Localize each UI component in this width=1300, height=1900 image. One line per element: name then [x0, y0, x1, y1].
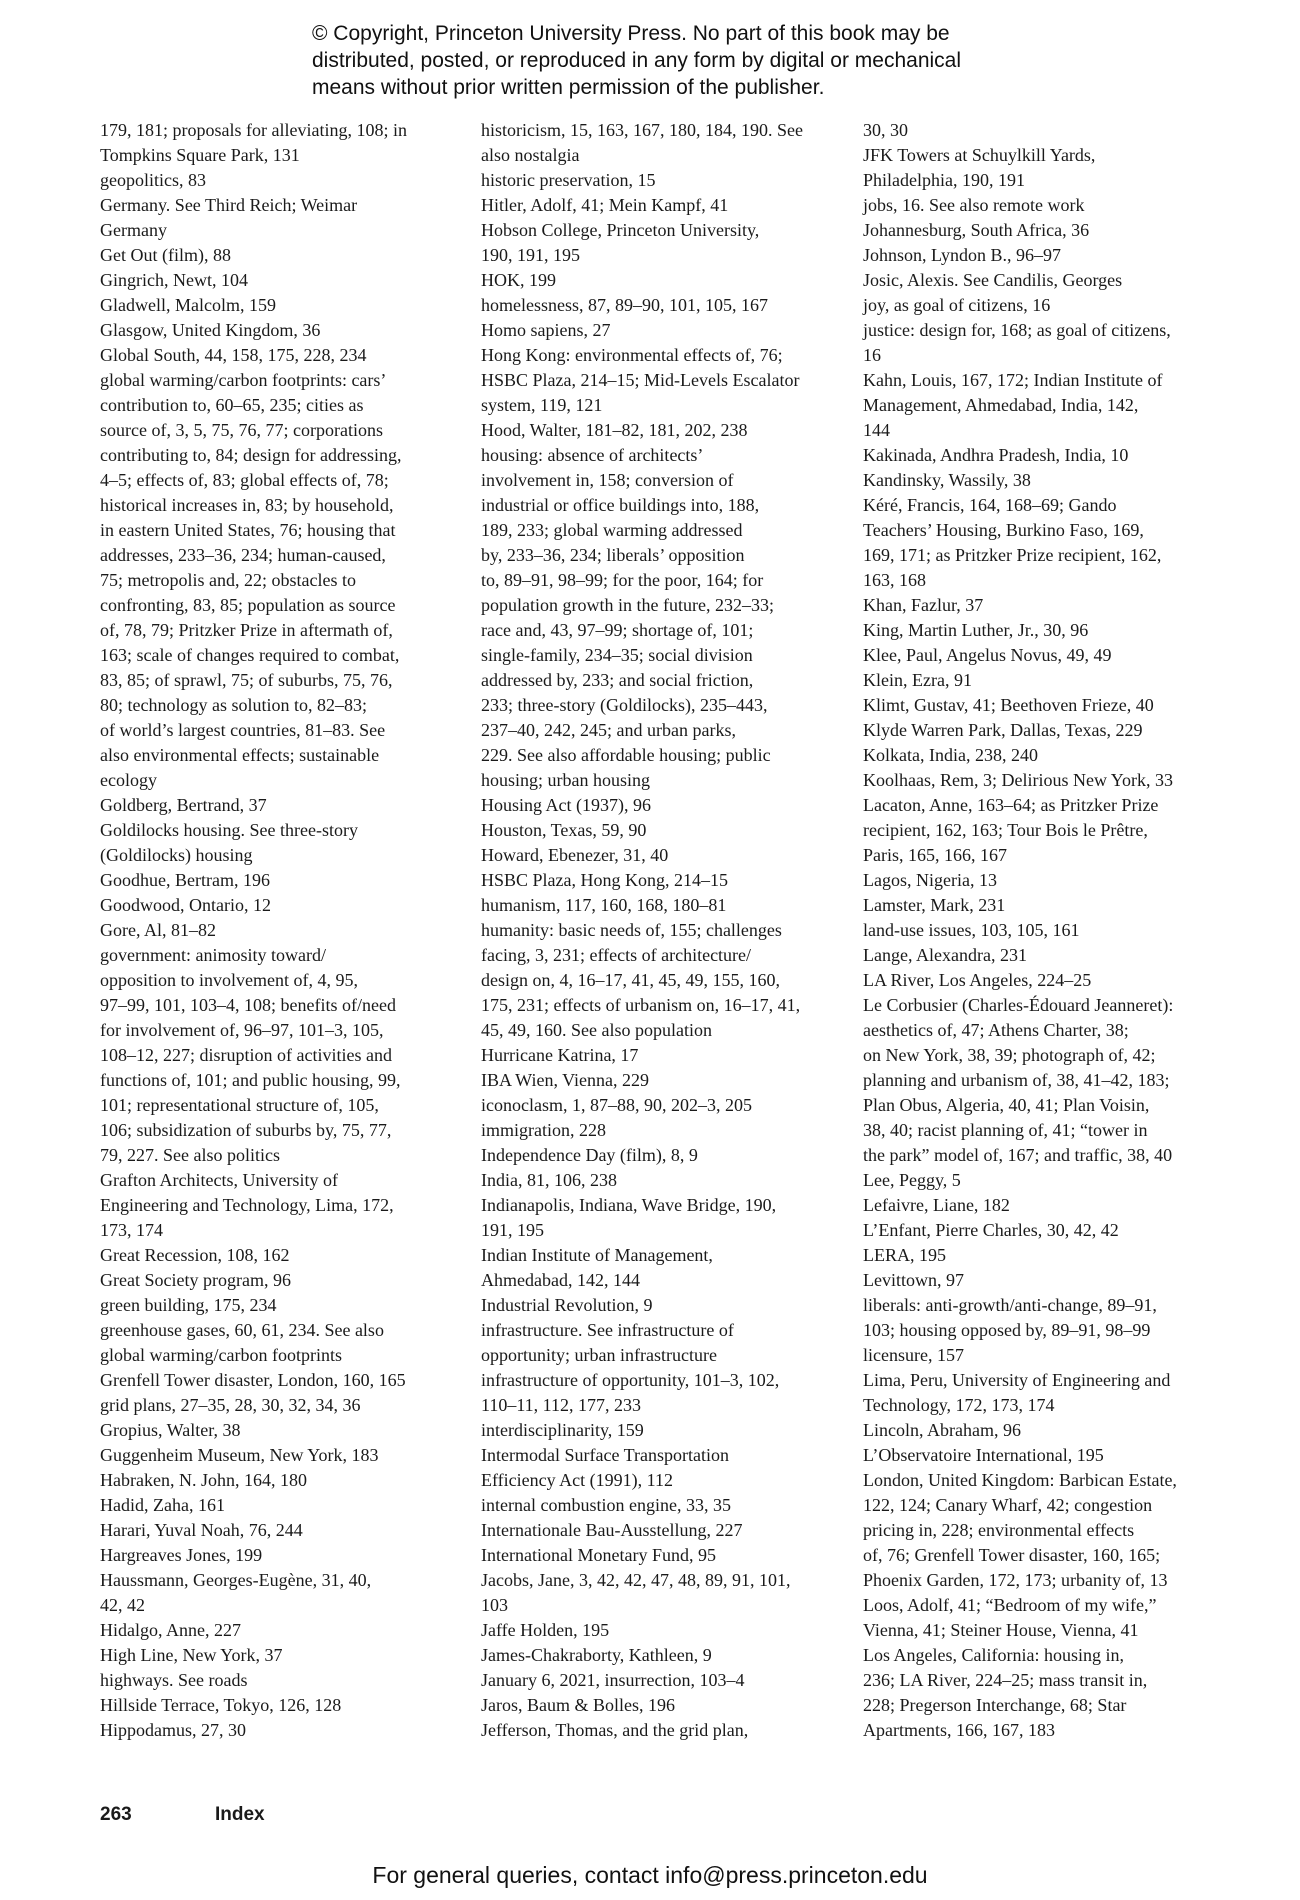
index-line: Hidalgo, Anne, 227 — [100, 1620, 241, 1640]
index-line: Glasgow, United Kingdom, 36 — [100, 320, 321, 340]
index-line: King, Martin Luther, Jr., 30, 96 — [863, 620, 1089, 640]
index-line: Johannesburg, South Africa, 36 — [863, 220, 1090, 240]
index-line: 190, 191, 195 — [481, 245, 580, 265]
index-line: grid plans, 27–35, 28, 30, 32, 34, 36 — [100, 1395, 361, 1415]
section-title: Index — [215, 1804, 265, 1825]
index-line: 106; subsidization of suburbs by, 75, 77, — [100, 1120, 392, 1140]
index-line: addressed by, 233; and social friction, — [481, 670, 754, 690]
index-line: land-use issues, 103, 105, 161 — [863, 920, 1080, 940]
index-line: Grenfell Tower disaster, London, 160, 165 — [100, 1370, 406, 1390]
index-line: also nostalgia — [481, 145, 580, 165]
index-line: Hobson College, Princeton University, — [481, 220, 760, 240]
index-line: Habraken, N. John, 164, 180 — [100, 1470, 307, 1490]
index-line: 4–5; effects of, 83; global effects of, 78; — [100, 470, 389, 490]
index-line: LA River, Los Angeles, 224–25 — [863, 970, 1092, 990]
copyright-line: means without prior written permission of the publisher. — [312, 76, 825, 99]
index-line: Engineering and Technology, Lima, 172, — [100, 1195, 394, 1215]
index-line: 103 — [481, 1595, 508, 1615]
index-line: Lagos, Nigeria, 13 — [863, 870, 997, 890]
index-line: Kéré, Francis, 164, 168–69; Gando — [863, 495, 1117, 515]
index-line: 163; scale of changes required to combat, — [100, 645, 400, 665]
index-line: 189, 233; global warming addressed — [481, 520, 743, 540]
index-line: historic preservation, 15 — [481, 170, 656, 190]
index-line: housing: absence of architects’ — [481, 445, 704, 465]
index-line: of world’s largest countries, 81–83. See — [100, 720, 386, 740]
index-line: Industrial Revolution, 9 — [481, 1295, 653, 1315]
index-line: licensure, 157 — [863, 1345, 964, 1365]
index-line: Lee, Peggy, 5 — [863, 1170, 961, 1190]
index-line: Loos, Adolf, 41; “Bedroom of my wife,” — [863, 1595, 1157, 1615]
index-line: HOK, 199 — [481, 270, 556, 290]
index-line: infrastructure of opportunity, 101–3, 102, — [481, 1370, 780, 1390]
index-line: on New York, 38, 39; photograph of, 42; — [863, 1045, 1156, 1065]
index-line: also environmental effects; sustainable — [100, 745, 380, 765]
index-line: facing, 3, 231; effects of architecture/ — [481, 945, 752, 965]
index-line: Efficiency Act (1991), 112 — [481, 1470, 673, 1490]
index-line: L’Observatoire International, 195 — [863, 1445, 1104, 1465]
index-column-2 — [481, 118, 851, 1743]
index-line: pricing in, 228; environmental effects — [863, 1520, 1135, 1540]
index-line: global warming/carbon footprints: cars’ — [100, 370, 387, 390]
index-line: Lange, Alexandra, 231 — [863, 945, 1027, 965]
index-line: Lefaivre, Liane, 182 — [863, 1195, 1010, 1215]
index-line: humanism, 117, 160, 168, 180–81 — [481, 895, 727, 915]
index-line: Intermodal Surface Transportation — [481, 1445, 729, 1465]
index-line: Kahn, Louis, 167, 172; Indian Institute of — [863, 370, 1163, 390]
index-line: Khan, Fazlur, 37 — [863, 595, 984, 615]
index-line: global warming/carbon footprints — [100, 1345, 342, 1365]
index-line: interdisciplinarity, 159 — [481, 1420, 644, 1440]
index-line: 110–11, 112, 177, 233 — [481, 1395, 641, 1415]
index-line: Germany — [100, 220, 167, 240]
index-line: Tompkins Square Park, 131 — [100, 145, 300, 165]
index-line: 103; housing opposed by, 89–91, 98–99 — [863, 1320, 1151, 1340]
index-line: Global South, 44, 158, 175, 228, 234 — [100, 345, 367, 365]
index-line: Great Society program, 96 — [100, 1270, 291, 1290]
index-line: Lima, Peru, University of Engineering and — [863, 1370, 1171, 1390]
contact-line: For general queries, contact info@press.princeton.edu — [372, 1862, 928, 1888]
index-line: 83, 85; of sprawl, 75; of suburbs, 75, 76, — [100, 670, 393, 690]
index-line: population growth in the future, 232–33; — [481, 595, 774, 615]
index-line: 38, 40; racist planning of, 41; “tower in — [863, 1120, 1148, 1140]
index-line: industrial or office buildings into, 188, — [481, 495, 760, 515]
index-line: green building, 175, 234 — [100, 1295, 277, 1315]
index-line: government: animosity toward/ — [100, 945, 326, 965]
index-line: Philadelphia, 190, 191 — [863, 170, 1025, 190]
index-line: 191, 195 — [481, 1220, 544, 1240]
index-line: 42, 42 — [100, 1595, 145, 1615]
index-line: IBA Wien, Vienna, 229 — [481, 1070, 650, 1090]
index-line: (Goldilocks) housing — [100, 845, 253, 865]
index-line: planning and urbanism of, 38, 41–42, 183; — [863, 1070, 1170, 1090]
index-line: Paris, 165, 166, 167 — [863, 845, 1007, 865]
index-line: Goodwood, Ontario, 12 — [100, 895, 271, 915]
index-line: Hillside Terrace, Tokyo, 126, 128 — [100, 1695, 342, 1715]
index-line: Gladwell, Malcolm, 159 — [100, 295, 276, 315]
index-line: single-family, 234–35; social division — [481, 645, 753, 665]
index-line: Hurricane Katrina, 17 — [481, 1045, 639, 1065]
index-line: Klein, Ezra, 91 — [863, 670, 972, 690]
index-line: James-Chakraborty, Kathleen, 9 — [481, 1645, 712, 1665]
index-line: for involvement of, 96–97, 101–3, 105, — [100, 1020, 384, 1040]
index-line: geopolitics, 83 — [100, 170, 206, 190]
index-line: Goldilocks housing. See three-story — [100, 820, 358, 840]
index-line: Internationale Bau-Ausstellung, 227 — [481, 1520, 743, 1540]
index-line: Lacaton, Anne, 163–64; as Pritzker Prize — [863, 795, 1159, 815]
index-line: 75; metropolis and, 22; obstacles to — [100, 570, 356, 590]
index-line: Lamster, Mark, 231 — [863, 895, 1006, 915]
index-line: race and, 43, 97–99; shortage of, 101; — [481, 620, 754, 640]
index-line: Kandinsky, Wassily, 38 — [863, 470, 1031, 490]
index-line: 45, 49, 160. See also population — [481, 1020, 712, 1040]
index-line: addresses, 233–36, 234; human-caused, — [100, 545, 386, 565]
index-line: Jacobs, Jane, 3, 42, 42, 47, 48, 89, 91, 101, — [481, 1570, 791, 1590]
index-line: Houston, Texas, 59, 90 — [481, 820, 647, 840]
page-number: 263 — [100, 1804, 132, 1825]
index-line: Ahmedabad, 142, 144 — [481, 1270, 640, 1290]
index-line: HSBC Plaza, 214–15; Mid-Levels Escalator — [481, 370, 800, 390]
index-line: aesthetics of, 47; Athens Charter, 38; — [863, 1020, 1129, 1040]
index-line: Lincoln, Abraham, 96 — [863, 1420, 1021, 1440]
index-line: justice: design for, 168; as goal of citizens, — [863, 320, 1171, 340]
index-line: Gropius, Walter, 38 — [100, 1420, 241, 1440]
index-line: Howard, Ebenezer, 31, 40 — [481, 845, 669, 865]
index-line: Klee, Paul, Angelus Novus, 49, 49 — [863, 645, 1112, 665]
index-line: joy, as goal of citizens, 16 — [863, 295, 1051, 315]
index-line: Hargreaves Jones, 199 — [100, 1545, 263, 1565]
index-line: contribution to, 60–65, 235; cities as — [100, 395, 364, 415]
index-line: Klyde Warren Park, Dallas, Texas, 229 — [863, 720, 1143, 740]
index-line: Hadid, Zaha, 161 — [100, 1495, 225, 1515]
index-line: historicism, 15, 163, 167, 180, 184, 190. See — [481, 120, 803, 140]
index-line: 169, 171; as Pritzker Prize recipient, 162, — [863, 545, 1162, 565]
index-line: Le Corbusier (Charles-Édouard Jeanneret): — [863, 995, 1174, 1015]
index-line: immigration, 228 — [481, 1120, 606, 1140]
index-line: 228; Pregerson Interchange, 68; Star — [863, 1695, 1127, 1715]
index-line: Hood, Walter, 181–82, 181, 202, 238 — [481, 420, 748, 440]
index-line: 16 — [863, 345, 881, 365]
index-line: Indianapolis, Indiana, Wave Bridge, 190, — [481, 1195, 777, 1215]
index-line: iconoclasm, 1, 87–88, 90, 202–3, 205 — [481, 1095, 752, 1115]
index-line: Germany. See Third Reich; Weimar — [100, 195, 358, 215]
index-line: opposition to involvement of, 4, 95, — [100, 970, 358, 990]
copyright-line: distributed, posted, or reproduced in any form by digital or mechanical — [312, 49, 962, 72]
index-line: Kakinada, Andhra Pradesh, India, 10 — [863, 445, 1129, 465]
index-line: of, 78, 79; Pritzker Prize in aftermath of, — [100, 620, 393, 640]
index-column-3 — [863, 118, 1233, 1743]
index-line: 163, 168 — [863, 570, 926, 590]
index-line: Management, Ahmedabad, India, 142, — [863, 395, 1139, 415]
index-line: Gingrich, Newt, 104 — [100, 270, 248, 290]
index-line: Homo sapiens, 27 — [481, 320, 611, 340]
index-line: 144 — [863, 420, 890, 440]
index-line: system, 119, 121 — [481, 395, 603, 415]
index-line: Plan Obus, Algeria, 40, 41; Plan Voisin, — [863, 1095, 1150, 1115]
index-line: Great Recession, 108, 162 — [100, 1245, 290, 1265]
index-line: London, United Kingdom: Barbican Estate, — [863, 1470, 1177, 1490]
copyright-line: © Copyright, Princeton University Press. No part of this book may be — [312, 22, 950, 45]
index-line: Hitler, Adolf, 41; Mein Kampf, 41 — [481, 195, 729, 215]
index-line: 79, 227. See also politics — [100, 1145, 280, 1165]
index-line: contributing to, 84; design for addressing, — [100, 445, 402, 465]
index-line: Johnson, Lyndon B., 96–97 — [863, 245, 1062, 265]
index-line: Teachers’ Housing, Burkino Faso, 169, — [863, 520, 1144, 540]
index-line: 30, 30 — [863, 120, 908, 140]
index-line: homelessness, 87, 89–90, 101, 105, 167 — [481, 295, 768, 315]
index-line: Jefferson, Thomas, and the grid plan, — [481, 1720, 749, 1740]
index-line: Jaros, Baum & Bolles, 196 — [481, 1695, 675, 1715]
index-column-1 — [100, 118, 470, 1743]
index-line: involvement in, 158; conversion of — [481, 470, 734, 490]
index-line: Harari, Yuval Noah, 76, 244 — [100, 1520, 303, 1540]
index-line: High Line, New York, 37 — [100, 1645, 283, 1665]
index-line: Guggenheim Museum, New York, 183 — [100, 1445, 379, 1465]
index-line: source of, 3, 5, 75, 76, 77; corporations — [100, 420, 383, 440]
copyright-notice — [312, 20, 1072, 101]
index-line: recipient, 162, 163; Tour Bois le Prêtre, — [863, 820, 1148, 840]
index-line: Vienna, 41; Steiner House, Vienna, 41 — [863, 1620, 1139, 1640]
index-line: Hippodamus, 27, 30 — [100, 1720, 246, 1740]
index-line: historical increases in, 83; by household, — [100, 495, 394, 515]
index-line: 233; three-story (Goldilocks), 235–443, — [481, 695, 768, 715]
index-line: Haussmann, Georges-Eugène, 31, 40, — [100, 1570, 372, 1590]
index-line: January 6, 2021, insurrection, 103–4 — [481, 1670, 745, 1690]
index-line: 101; representational structure of, 105, — [100, 1095, 379, 1115]
index-line: Gore, Al, 81–82 — [100, 920, 216, 940]
index-line: to, 89–91, 98–99; for the poor, 164; for — [481, 570, 764, 590]
index-line: Goldberg, Bertrand, 37 — [100, 795, 267, 815]
index-columns — [0, 118, 1300, 1758]
index-line: Technology, 172, 173, 174 — [863, 1395, 1055, 1415]
index-line: 229. See also affordable housing; public — [481, 745, 771, 765]
index-line: Josic, Alexis. See Candilis, Georges — [863, 270, 1123, 290]
index-line: of, 76; Grenfell Tower disaster, 160, 165; — [863, 1545, 1161, 1565]
index-line: Phoenix Garden, 172, 173; urbanity of, 13 — [863, 1570, 1168, 1590]
index-line: confronting, 83, 85; population as source — [100, 595, 396, 615]
index-line: Kolkata, India, 238, 240 — [863, 745, 1038, 765]
index-line: International Monetary Fund, 95 — [481, 1545, 716, 1565]
index-line: internal combustion engine, 33, 35 — [481, 1495, 731, 1515]
index-line: 236; LA River, 224–25; mass transit in, — [863, 1670, 1148, 1690]
index-line: highways. See roads — [100, 1670, 248, 1690]
index-line: 108–12, 227; disruption of activities and — [100, 1045, 392, 1065]
index-line: housing; urban housing — [481, 770, 650, 790]
index-line: Jaffe Holden, 195 — [481, 1620, 610, 1640]
index-line: Levittown, 97 — [863, 1270, 964, 1290]
index-line: jobs, 16. See also remote work — [863, 195, 1085, 215]
index-line: Indian Institute of Management, — [481, 1245, 713, 1265]
index-line: Los Angeles, California: housing in, — [863, 1645, 1124, 1665]
index-line: liberals: anti-growth/anti-change, 89–91, — [863, 1295, 1157, 1315]
index-line: HSBC Plaza, Hong Kong, 214–15 — [481, 870, 728, 890]
index-line: 237–40, 242, 245; and urban parks, — [481, 720, 736, 740]
index-line: 173, 174 — [100, 1220, 163, 1240]
index-line: Independence Day (film), 8, 9 — [481, 1145, 698, 1165]
index-line: functions of, 101; and public housing, 99, — [100, 1070, 401, 1090]
index-line: ecology — [100, 770, 157, 790]
index-line: Grafton Architects, University of — [100, 1170, 338, 1190]
index-line: 80; technology as solution to, 82–83; — [100, 695, 367, 715]
index-line: 97–99, 101, 103–4, 108; benefits of/need — [100, 995, 396, 1015]
index-line: Koolhaas, Rem, 3; Delirious New York, 33 — [863, 770, 1173, 790]
index-line: in eastern United States, 76; housing that — [100, 520, 396, 540]
index-line: 179, 181; proposals for alleviating, 108; in — [100, 120, 407, 140]
index-line: JFK Towers at Schuylkill Yards, — [863, 145, 1096, 165]
index-line: opportunity; urban infrastructure — [481, 1345, 717, 1365]
index-line: 175, 231; effects of urbanism on, 16–17, 41, — [481, 995, 801, 1015]
index-line: Hong Kong: environmental effects of, 76; — [481, 345, 783, 365]
index-line: by, 233–36, 234; liberals’ opposition — [481, 545, 745, 565]
index-line: Goodhue, Bertram, 196 — [100, 870, 270, 890]
index-line: greenhouse gases, 60, 61, 234. See also — [100, 1320, 384, 1340]
index-line: Apartments, 166, 167, 183 — [863, 1720, 1055, 1740]
index-line: India, 81, 106, 238 — [481, 1170, 617, 1190]
index-line: humanity: basic needs of, 155; challenges — [481, 920, 782, 940]
index-line: Get Out (film), 88 — [100, 245, 231, 265]
index-line: the park” model of, 167; and traffic, 38, 40 — [863, 1145, 1173, 1165]
index-line: Housing Act (1937), 96 — [481, 795, 651, 815]
index-line: Klimt, Gustav, 41; Beethoven Frieze, 40 — [863, 695, 1154, 715]
index-line: L’Enfant, Pierre Charles, 30, 42, 42 — [863, 1220, 1119, 1240]
index-line: design on, 4, 16–17, 41, 45, 49, 155, 160, — [481, 970, 780, 990]
index-line: LERA, 195 — [863, 1245, 946, 1265]
index-line: infrastructure. See infrastructure of — [481, 1320, 734, 1340]
index-line: 122, 124; Canary Wharf, 42; congestion — [863, 1495, 1153, 1515]
